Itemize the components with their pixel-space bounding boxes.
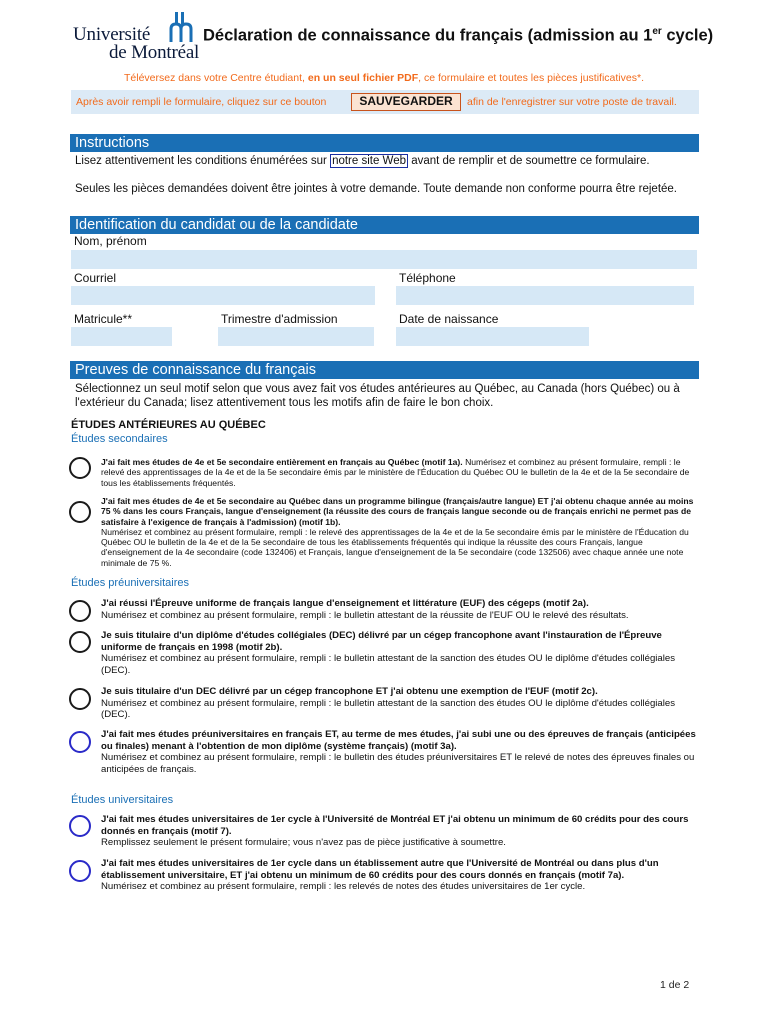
motif-7-radio[interactable] (69, 815, 91, 837)
section-identification-heading: Identification du candidat ou de la candidate (70, 216, 699, 234)
save-button[interactable]: SAUVEGARDER (351, 93, 461, 111)
motif-7-text: J'ai fait mes études universitaires de 1er cycle à l'Université de Montréal ET j'ai obtenu un minimum de 60 crédits pour des cours donnés en français (motif 7). Remplissez seulement le présent formulaire; vous n'avez pas de pièce justificative à soumettre. (101, 814, 689, 849)
save-instruction-after: afin de l'enregistrer sur votre poste de travail. (467, 96, 677, 108)
logo-text-line1: Université (73, 24, 151, 45)
dob-label: Date de naissance (399, 312, 499, 326)
motif-2a-radio[interactable] (69, 600, 91, 622)
motif-3a-radio[interactable] (69, 731, 91, 753)
page-title: Déclaration de connaissance du français (admission au 1er cycle) (203, 26, 714, 45)
email-input[interactable] (71, 286, 375, 305)
section-preuves-heading: Preuves de connaissance du français (70, 361, 699, 379)
motif-1a-radio[interactable] (69, 457, 91, 479)
university-logo (73, 12, 201, 63)
instructions-line2: Seules les pièces demandées doivent être jointes à votre demande. Toute demande non conforme pourra être rejetée. (75, 183, 677, 195)
udem-logo-mark-icon (169, 12, 195, 42)
email-label: Courriel (74, 271, 117, 285)
motif-7a-radio[interactable] (69, 860, 91, 882)
matricule-input[interactable] (71, 327, 172, 346)
motif-1a-text: J'ai fait mes études de 4e et 5e secondaire entièrement en français au Québec (motif 1a). Numérisez et combinez au présent formulaire, rempli : le relevé des apprentissages de la 4e et de la 5e secondaire émis par le ministère de l'Éducation du Québec OU le bulletin de la 4e et de la 5e secondaire de tous les établissements fréquentés. (101, 457, 690, 488)
motif-2c-radio[interactable] (69, 688, 91, 710)
motif-7a-text: J'ai fait mes études universitaires de 1er cycle dans un établissement autre que l'Université de Montréal ou dans plus d'un établissement universitaire, ET j'ai obtenu un minimum de 60 crédits pour des cours donnés en français (motif 7a). Numérisez et combinez au présent formulaire, rempli : les relevés de notes des études universitaires de 1er cycle. (101, 858, 659, 893)
motif-1b-text: J'ai fait mes études de 4e et 5e secondaire au Québec dans un programme bilingue (français/autre langue) ET j'ai obtenu chaque année au moins 75 % dans les cours Français, langue d'enseignement (la réussite des cours de français langue seconde ou de français enrichi ne permet pas de satisfaire à l'exigence de français à l'admission) (motif 1b). Numérisez et combinez au présent formulaire, rempli : le relevé des apprentissages de la 4e et de la 5e secondaire émis par le ministère de l'Éducation du Québec OU le bulletin de la 4e et de la 5e secondaire de tous les établissements fréquentés qui indique la réussite des cours Français, langue d'enseignement de la 4e secondaire (code 132406) et Français, langue d'enseignement de la 5e secondaire (code 132506) avec chaque année une note minimale de 75 %. (101, 496, 694, 568)
motif-3a-text: J'ai fait mes études préuniversitaires en français ET, au terme de mes études, j'ai subi une ou des épreuves de français (anticipées ou finales) menant à l'obtention de mon diplôme (système français) (motif 3a). Numérisez et combinez au présent formulaire, rempli : le bulletin des études préuniversitaires ET le relevé de notes des épreuves finales ou anticipées de français. (101, 729, 696, 775)
website-link[interactable]: notre site Web (332, 155, 406, 167)
motif-2b-radio[interactable] (69, 631, 91, 653)
upload-notice: Téléversez dans votre Centre étudiant, en un seul fichier PDF, ce formulaire et toutes les pièces justificatives*. (124, 72, 644, 84)
preuves-intro: Sélectionnez un seul motif selon que vous avez fait vos études antérieures au Québec, au Canada (hors Québec) ou à l'extérieur du Canada; lisez attentivement tous les motifs afin de faire le bon choix. (75, 383, 680, 409)
name-label: Nom, prénom (74, 234, 147, 248)
trimestre-label: Trimestre d'admission (221, 312, 338, 326)
name-input[interactable] (71, 250, 697, 269)
univ-heading: Études universitaires (71, 794, 174, 806)
matricule-label: Matricule** (74, 312, 133, 326)
logo-text-line2: de Montréal (109, 42, 200, 63)
phone-input[interactable] (396, 286, 694, 305)
motif-1b-radio[interactable] (69, 501, 91, 523)
motif-2b-text: Je suis titulaire d'un diplôme d'études collégiales (DEC) délivré par un cégep francophone avant l'instauration de l'Épreuve uniforme de français en 1998 (motif 2b). Numérisez et combinez au présent formulaire, rempli : le bulletin attestant de la sanction des études OU le diplôme d'études collégiales (DEC). (101, 630, 676, 676)
section-instructions-heading: Instructions (70, 134, 699, 152)
motif-2c-text: Je suis titulaire d'un DEC délivré par un cégep francophone ET j'ai obtenu une exemption de l'EUF (motif 2c). Numérisez et combinez au présent formulaire, rempli : le bulletin attestant de la sanction des études OU le diplôme d'études collégiales (DEC). (101, 686, 676, 721)
instructions-line1: Lisez attentivement les conditions énumérées sur notre site Web avant de remplir et de soumettre ce formulaire. (75, 155, 650, 167)
motif-2a-text: J'ai réussi l'Épreuve uniforme de français langue d'enseignement et littérature (EUF) des cégeps (motif 2a). Numérisez et combinez au présent formulaire, rempli : le bulletin attestant de la réussite de l'EUF OU le relevé des résultats. (101, 598, 629, 621)
save-bar (71, 90, 699, 114)
quebec-heading: ÉTUDES ANTÉRIEURES AU QUÉBEC (71, 419, 266, 431)
preuniv-heading: Études préuniversitaires (71, 577, 190, 589)
dob-input[interactable] (396, 327, 589, 346)
secondaires-heading: Études secondaires (71, 433, 168, 445)
trimestre-input[interactable] (218, 327, 374, 346)
page-number: 1 de 2 (660, 979, 690, 991)
save-instruction-before: Après avoir rempli le formulaire, cliquez sur ce bouton (76, 96, 327, 108)
phone-label: Téléphone (399, 271, 456, 285)
